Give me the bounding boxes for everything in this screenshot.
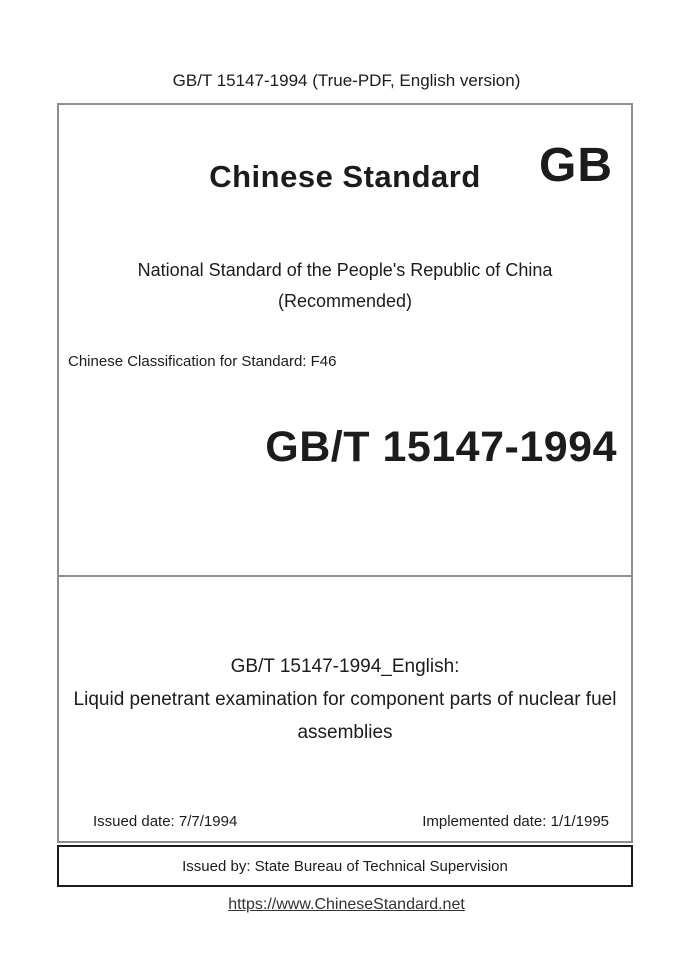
document-header-title: GB/T 15147-1994 (True-PDF, English version) (172, 71, 521, 90)
standard-number: GB/T 15147-1994 (265, 423, 617, 471)
cover-main-box (57, 103, 633, 843)
english-title-label: GB/T 15147-1994_English: (230, 656, 460, 677)
issued-date-label: Issued date: 7/7/1994 (93, 813, 238, 830)
dates-row (93, 812, 609, 832)
footer-url-container (0, 894, 693, 916)
issued-by-label: Issued by: State Bureau of Technical Supervision (182, 857, 508, 875)
classification-label: Chinese Classification for Standard: F46 (68, 353, 337, 370)
national-standard-block (59, 255, 631, 317)
issued-by-box (57, 845, 633, 887)
national-standard-line: National Standard of the People's Republic of China (137, 260, 553, 280)
brand-title: Chinese Standard (209, 159, 481, 194)
website-link[interactable]: https://www.ChineseStandard.net (228, 896, 465, 913)
english-title-block (59, 650, 631, 749)
gb-logo: GB (539, 139, 613, 192)
recommended-line: (Recommended) (277, 291, 413, 311)
english-title-text: Liquid penetrant examination for component parts of nuclear fuel assemblies (73, 689, 617, 743)
implemented-date-label: Implemented date: 1/1/1995 (422, 813, 609, 830)
section-divider (59, 575, 631, 577)
